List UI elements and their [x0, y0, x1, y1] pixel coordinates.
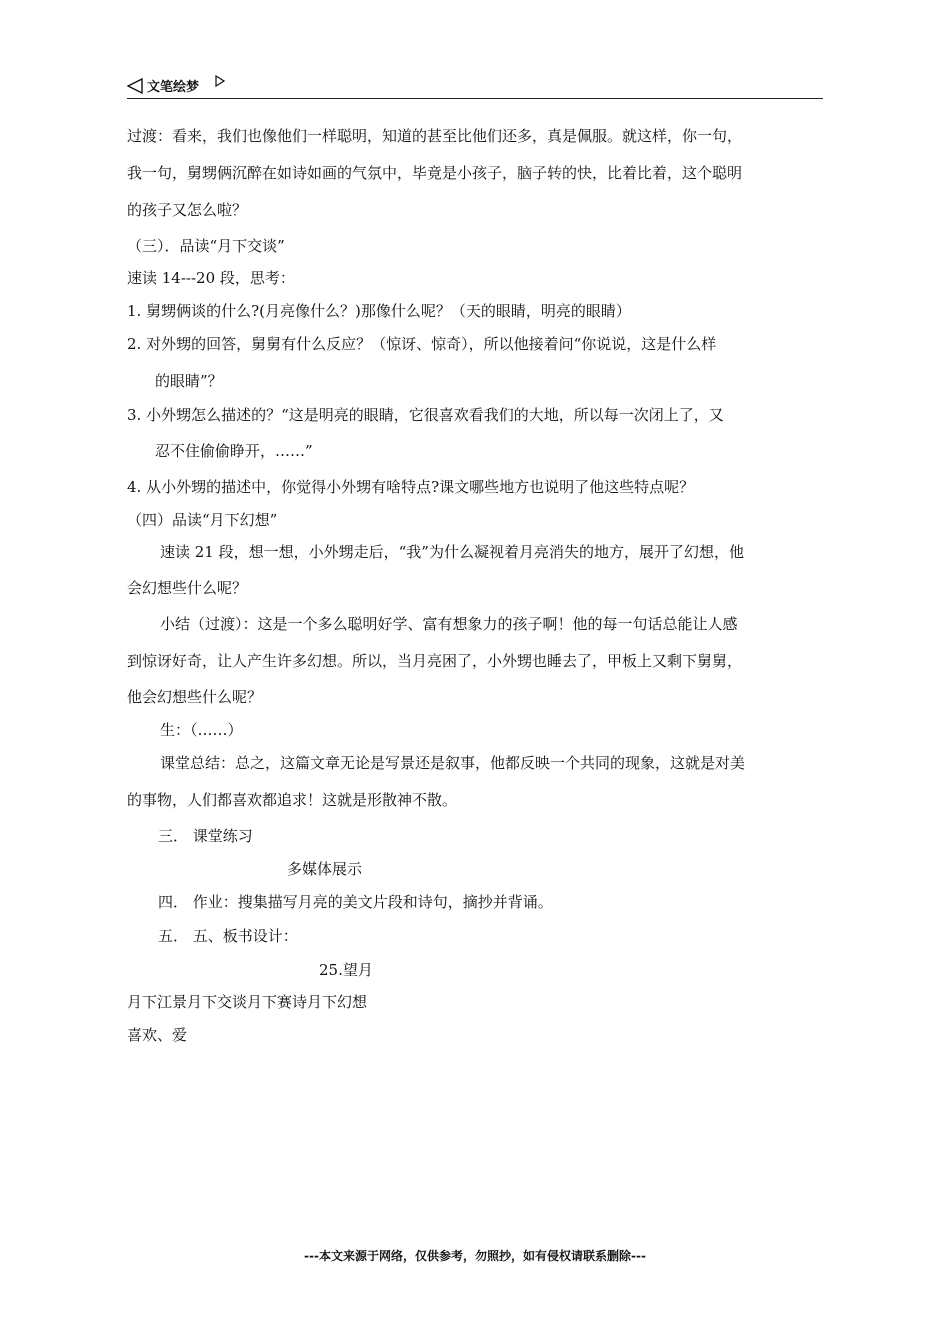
body-line: 小结（过渡）：这是一个多么聪明好学、富有想象力的孩子啊！他的每一句话总能让人感	[160, 615, 738, 633]
list-item: 4. 从小外甥的描述中，你觉得小外甥有啥特点?课文哪些地方也说明了他这些特点呢？	[127, 478, 695, 496]
body-line: 速读 21 段，想一想，小外甥走后，“我”为什么凝视着月亮消失的地方，展开了幻想，他	[160, 543, 744, 561]
list-item-continuation: 的眼睛”？	[155, 372, 223, 390]
section-heading: （三）．品读“月下交谈”	[127, 237, 285, 255]
body-line: 速读 14---20 段，思考：	[127, 269, 295, 287]
list-item-continuation: 忍不住偷偷睁开，……”	[155, 442, 313, 460]
section-heading: （四）品读“月下幻想”	[127, 511, 278, 529]
section-heading: 五． 五、板书设计：	[158, 927, 298, 945]
list-item: 3. 小外甥怎么描述的？“这是明亮的眼睛，它很喜欢看我们的大地，所以每一次闭上了，又	[127, 406, 724, 424]
body-line: 喜欢、爱	[127, 1026, 188, 1044]
body-line: 我一句，舅甥俩沉醉在如诗如画的气氛中，毕竟是小孩子，脑子转的快，比着比着，这个聪明	[127, 164, 743, 182]
body-line: 他会幻想些什么呢？	[127, 688, 263, 706]
body-line: 会幻想些什么呢？	[127, 579, 248, 597]
triangle-right-icon	[215, 75, 225, 87]
section-heading: 三． 课堂练习	[158, 827, 253, 845]
triangle-left-icon	[127, 78, 143, 94]
body-line: 生：（……）	[160, 721, 243, 739]
body-line: 多媒体展示	[287, 860, 363, 878]
page-footer: ---本文来源于网络，仅供参考，勿照抄，如有侵权请联系删除---	[304, 1249, 646, 1263]
body-line: 月下江景月下交谈月下赛诗月下幻想	[127, 993, 368, 1011]
list-item: 1. 舅甥俩谈的什么?(月亮像什么？)那像什么呢？（天的眼睛，明亮的眼睛）	[127, 302, 631, 320]
body-line: 过渡：看来，我们也像他们一样聪明，知道的甚至比他们还多，真是佩服。就这样，你一句，	[127, 127, 743, 145]
body-line: 课堂总结：总之，这篇文章无论是写景还是叙事，他都反映一个共同的现象，这就是对美	[160, 754, 746, 772]
list-item: 2. 对外甥的回答，舅舅有什么反应？（惊讶、惊奇），所以他接着问“你说说，这是什么样	[127, 335, 717, 353]
section-heading: 四． 作业：搜集描写月亮的美文片段和诗句，摘抄并背诵。	[158, 893, 553, 911]
board-title: 25.望月	[319, 961, 373, 979]
header-brand: 文笔绘梦	[147, 80, 200, 95]
body-line: 到惊讶好奇，让人产生许多幻想。所以，当月亮困了，小外甥也睡去了，甲板上又剩下舅舅，	[127, 652, 743, 670]
body-line: 的孩子又怎么啦？	[127, 201, 248, 219]
page-header	[127, 74, 823, 99]
body-line: 的事物，人们都喜欢都追求！这就是形散神不散。	[127, 791, 458, 809]
